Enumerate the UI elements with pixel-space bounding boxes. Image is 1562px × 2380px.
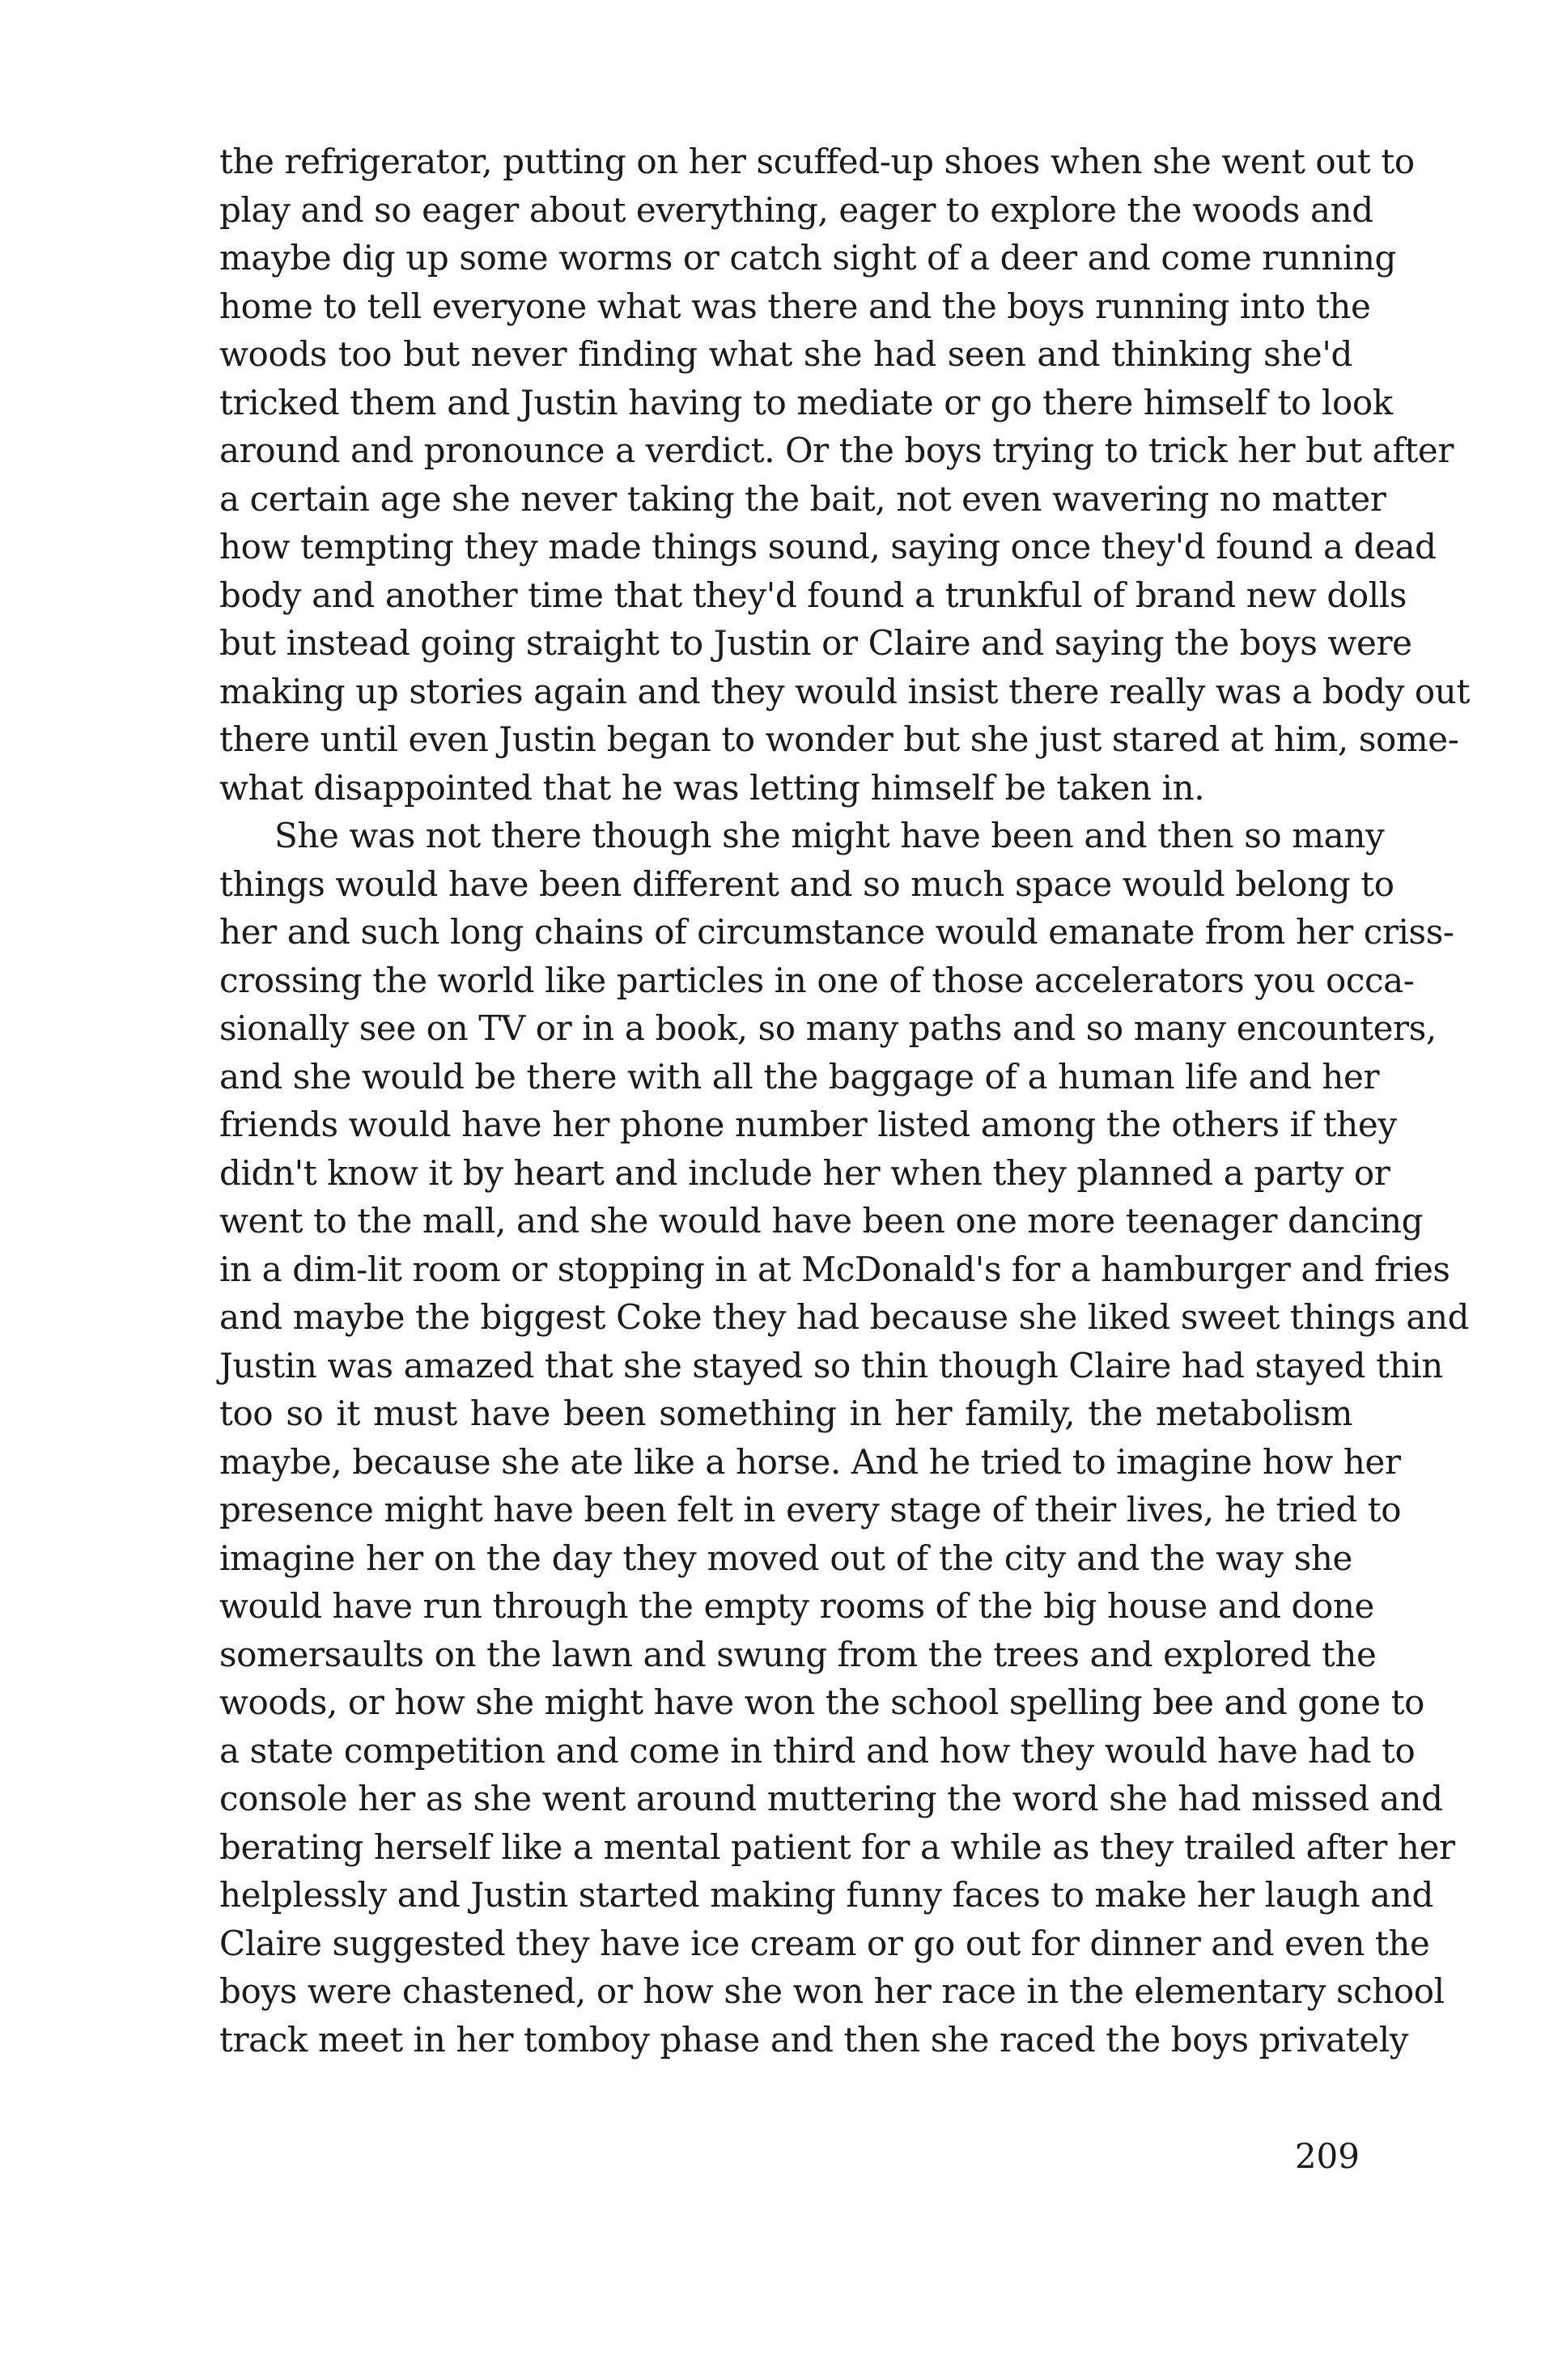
text-line: her and such long chains of circumstance would emanate from her criss- — [219, 912, 1454, 952]
text-line: imagine her on the day they moved out of the city and the way she — [219, 1538, 1352, 1578]
text-line: boys were chastened, or how she won her race in the elementary school — [219, 1971, 1445, 2011]
text-line: home to tell everyone what was there and the boys running into the — [219, 286, 1371, 326]
text-line: somersaults on the lawn and swung from the trees and explored the — [219, 1634, 1377, 1674]
text-line: tricked them and Justin having to mediate or go there himself to look — [219, 382, 1393, 422]
paragraph-end-line: what disappointed that he was letting himself be taken in. — [219, 767, 1205, 808]
text-line: how tempting they made things sound, saying once they'd found a dead — [219, 527, 1437, 566]
text-line: a certain age she never taking the bait, not even wavering no matter — [219, 478, 1386, 519]
text-line: went to the mall, and she would have been one more teenager dancing — [219, 1201, 1424, 1241]
text-line: would have run through the empty rooms of the big house and done — [219, 1586, 1374, 1626]
text-line: sionally see on TV or in a book, so many paths and so many encounters, — [219, 1008, 1437, 1048]
text-line: berating herself like a mental patient for a while as they trailed after her — [219, 1826, 1455, 1867]
text-line: things would have been different and so much space would belong to — [219, 863, 1394, 904]
text-line: helplessly and Justin started making funny faces to make her laugh and — [219, 1875, 1433, 1915]
text-line: maybe dig up some worms or catch sight of a deer and come running — [219, 238, 1397, 278]
text-line: play and so eager about everything, eager to explore the woods and — [219, 189, 1373, 230]
paragraph-start-line: She was not there though she might have been and then so many — [274, 816, 1385, 855]
text-line: presence might have been felt in every stage of their lives, he tried to — [219, 1490, 1402, 1529]
text-line: track meet in her tomboy phase and then she raced the boys privately — [219, 2019, 1409, 2060]
text-line: maybe, because she ate like a horse. And he tried to imagine how her — [219, 1441, 1401, 1482]
text-line: Claire suggested they have ice cream or go out for dinner and even the — [219, 1923, 1430, 1963]
text-line: friends would have her phone number listed among the others if they — [219, 1105, 1397, 1144]
body-text — [219, 138, 1470, 2064]
text-line: didn't know it by heart and include her when they planned a party or — [219, 1152, 1390, 1193]
text-line: but instead going straight to Justin or Claire and saying the boys were — [219, 623, 1412, 663]
text-line: Justin was amazed that she stayed so thin though Claire had stayed thin — [219, 1345, 1443, 1385]
text-line: a state competition and come in third and how they would have had to — [219, 1730, 1416, 1771]
text-line: woods, or how she might have won the school spelling bee and gone to — [219, 1682, 1425, 1722]
text-line: too so it must have been something in her family, the metabolism — [219, 1394, 1352, 1433]
text-line: woods too but never finding what she had seen and thinking she'd — [219, 334, 1352, 374]
text-line: the refrigerator, putting on her scuffed-up shoes when she went out to — [219, 142, 1415, 181]
text-line: and maybe the biggest Coke they had because she liked sweet things and — [219, 1297, 1470, 1337]
text-line: crossing the world like particles in one of those accelerators you occa- — [219, 960, 1415, 1000]
text-line: in a dim-lit room or stopping in at McDonald's for a hamburger and fries — [219, 1249, 1450, 1289]
text-line: body and another time that they'd found a trunkful of brand new dolls — [219, 575, 1407, 615]
text-line: console her as she went around muttering the word she had missed and — [219, 1779, 1443, 1818]
page-number: 209 — [1294, 2136, 1360, 2176]
text-line: and she would be there with all the baggage of a human life and her — [219, 1056, 1380, 1097]
text-line: making up stories again and they would insist there really was a body out — [219, 671, 1470, 711]
text-line: there until even Justin began to wonder but she just stared at him, some- — [219, 719, 1459, 759]
text-line: around and pronounce a verdict. Or the boys trying to trick her but after — [219, 431, 1454, 470]
